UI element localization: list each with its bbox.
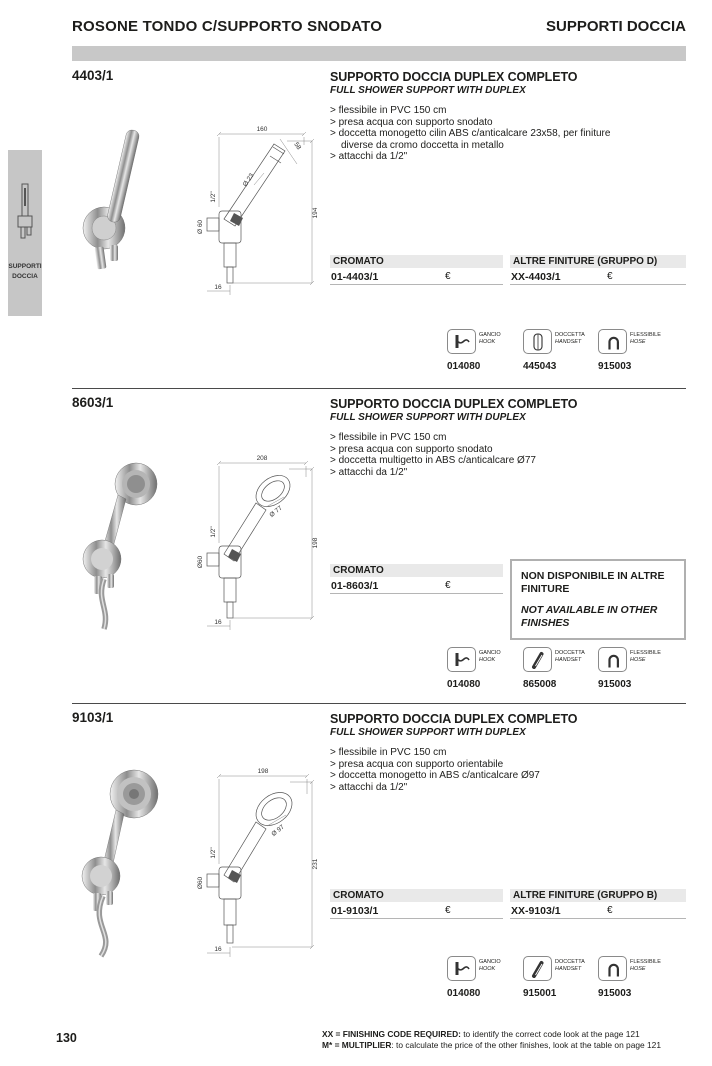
- product-section-9103: [72, 703, 686, 1039]
- price-block-cromato: [330, 564, 503, 594]
- product-photo: [83, 463, 157, 629]
- feature-item: > presa acqua con supporto snodato: [330, 443, 493, 455]
- feature-item: > attacchi da 1/2": [330, 781, 408, 793]
- product-section-4403: [72, 68, 686, 388]
- handset-icon: [528, 651, 548, 669]
- article-code: XX-4403/1: [511, 271, 561, 283]
- icon-frame: [523, 329, 552, 354]
- product-photo: [83, 129, 140, 270]
- hook-icon: [452, 651, 472, 669]
- hose-icon: [603, 651, 623, 669]
- accessory-label-it: FLESSIBILE: [630, 332, 661, 338]
- svg-text:Ø60: Ø60: [197, 555, 204, 569]
- accessory-code: 865008: [523, 679, 557, 690]
- feature-list: [330, 432, 686, 478]
- accessory-label-en: HOOK: [479, 656, 496, 663]
- price-row: [330, 902, 503, 919]
- icon-frame: [523, 956, 552, 981]
- accessory-code: 915001: [523, 988, 557, 999]
- feature-item: > flessibile in PVC 150 cm: [330, 432, 447, 443]
- svg-text:16: 16: [214, 619, 222, 626]
- accessory-hose: [598, 956, 672, 999]
- accessory-hose: [598, 329, 672, 372]
- svg-text:16: 16: [214, 946, 222, 953]
- technical-drawing: [74, 123, 324, 308]
- dimension-drawing: [197, 768, 319, 957]
- product-subtitle: FULL SHOWER SUPPORT WITH DUPLEX: [330, 412, 526, 423]
- product-code: 4403/1: [72, 68, 114, 83]
- article-code: 01-4403/1: [331, 271, 379, 283]
- dimension-drawing: [197, 126, 319, 295]
- svg-text:1/2": 1/2": [210, 191, 217, 203]
- accessory-code: 915003: [598, 361, 632, 372]
- svg-text:208: 208: [256, 455, 268, 462]
- accessory-hook: [447, 956, 521, 999]
- icon-frame: [447, 647, 476, 672]
- svg-text:1/2": 1/2": [210, 526, 217, 538]
- technical-drawing: [74, 451, 324, 641]
- accessory-label-en: HOOK: [479, 965, 496, 972]
- feature-item: > attacchi da 1/2": [330, 151, 408, 162]
- accessory-label-en: HOSE: [630, 965, 646, 972]
- page-number: 130: [56, 1031, 77, 1045]
- price-header: ALTRE FINITURE (GRUPPO D): [510, 255, 686, 268]
- accessory-code: 915003: [598, 988, 632, 999]
- accessory-code: 445043: [523, 361, 557, 372]
- icon-frame: [523, 647, 552, 672]
- price-block-altre-finiture: [510, 255, 686, 285]
- feature-item: > doccetta monogetto in ABS c/anticalcare Ø97: [330, 770, 540, 781]
- accessory-code: 915003: [598, 679, 632, 690]
- accessory-label-it: DOCCETTA: [555, 959, 585, 965]
- product-info: [330, 712, 686, 793]
- svg-text:231: 231: [312, 858, 319, 870]
- hook-icon: [452, 333, 472, 351]
- price-row: [510, 902, 686, 919]
- feature-item: > presa acqua con supporto snodato: [330, 116, 493, 128]
- feature-item: > attacchi da 1/2": [330, 466, 408, 478]
- product-info: [330, 397, 686, 478]
- currency-symbol: €: [607, 905, 613, 916]
- accessory-label-en: HANDSET: [555, 338, 582, 345]
- price-row: [330, 577, 503, 594]
- product-code: 9103/1: [72, 710, 114, 725]
- svg-text:Ø 23: Ø 23: [241, 172, 256, 188]
- product-title: SUPPORTO DOCCIA DUPLEX COMPLETO: [330, 397, 578, 411]
- currency-symbol: €: [445, 905, 451, 916]
- price-row: [330, 268, 503, 285]
- feature-item: > flessibile in PVC 150 cm: [330, 105, 447, 116]
- page-title: ROSONE TONDO C/SUPPORTO SNODATO: [72, 18, 383, 35]
- price-header: CROMATO: [330, 255, 503, 268]
- footer-notes: [322, 1029, 704, 1051]
- svg-text:Ø60: Ø60: [197, 876, 204, 890]
- feature-item: > flessibile in PVC 150 cm: [330, 747, 447, 758]
- not-available-en: NOT AVAILABLE IN OTHER FINISHES: [521, 604, 658, 629]
- accessory-label-it: DOCCETTA: [555, 650, 585, 656]
- handset-tab-icon: [12, 182, 38, 246]
- accessory-code: 014080: [447, 361, 481, 372]
- accessory-code: 014080: [447, 988, 481, 999]
- accessory-label-it: GANCIO: [479, 959, 501, 965]
- accessory-label-en: HOOK: [479, 338, 496, 345]
- handset-icon: [528, 960, 548, 978]
- currency-symbol: €: [607, 271, 613, 282]
- currency-symbol: €: [445, 580, 451, 591]
- price-block-cromato: [330, 889, 503, 919]
- accessory-label-it: FLESSIBILE: [630, 959, 661, 965]
- svg-text:Ø 77: Ø 77: [268, 504, 284, 519]
- accessory-hook: [447, 329, 521, 372]
- not-available-it: NON DISPONIBILE IN ALTRE FINITURE: [521, 570, 665, 595]
- product-code: 8603/1: [72, 395, 114, 410]
- icon-frame: [598, 647, 627, 672]
- article-code: XX-9103/1: [511, 905, 561, 917]
- article-code: 01-9103/1: [331, 905, 379, 917]
- product-title: SUPPORTO DOCCIA DUPLEX COMPLETO: [330, 70, 578, 84]
- svg-text:160: 160: [256, 126, 268, 133]
- svg-text:198: 198: [257, 768, 269, 775]
- icon-frame: [598, 329, 627, 354]
- icon-frame: [447, 956, 476, 981]
- product-subtitle: FULL SHOWER SUPPORT WITH DUPLEX: [330, 85, 526, 96]
- accessory-label-it: FLESSIBILE: [630, 650, 661, 656]
- accessory-label-it: GANCIO: [479, 650, 501, 656]
- product-photo: [82, 770, 158, 956]
- price-header: CROMATO: [330, 564, 503, 577]
- svg-text:58: 58: [292, 141, 303, 152]
- feature-item: > doccetta monogetto cilin ABS c/anticalcare 23x58, per finiture: [330, 128, 611, 139]
- hose-icon: [603, 960, 623, 978]
- svg-text:Ø 97: Ø 97: [270, 823, 286, 838]
- svg-text:Ø 60: Ø 60: [197, 219, 204, 235]
- currency-symbol: €: [445, 271, 451, 282]
- technical-drawing: [74, 764, 324, 964]
- accessory-label-en: HOSE: [630, 338, 646, 345]
- product-info: [330, 70, 686, 163]
- footer-note-multiplier: M* = MULTIPLIER: to calculate the price of the other finishes, look at the table on page 121: [322, 1040, 661, 1050]
- product-section-8603: [72, 388, 686, 704]
- feature-item: > presa acqua con supporto orientabile: [330, 758, 504, 770]
- dimension-drawing: [197, 455, 319, 630]
- feature-item: > doccetta multigetto in ABS c/anticalcare Ø77: [330, 455, 536, 466]
- header-bar: [72, 46, 686, 61]
- price-header: ALTRE FINITURE (GRUPPO B): [510, 889, 686, 902]
- price-block-altre-finiture: [510, 889, 686, 919]
- accessory-label-en: HANDSET: [555, 965, 582, 972]
- accessory-code: 014080: [447, 679, 481, 690]
- svg-text:198: 198: [312, 537, 319, 549]
- accessory-handset: [523, 956, 597, 999]
- product-subtitle: FULL SHOWER SUPPORT WITH DUPLEX: [330, 727, 526, 738]
- feature-list: [330, 747, 686, 793]
- article-code: 01-8603/1: [331, 580, 379, 592]
- svg-text:16: 16: [214, 284, 222, 291]
- accessory-handset: [523, 647, 597, 690]
- icon-frame: [598, 956, 627, 981]
- price-block-cromato: [330, 255, 503, 285]
- accessory-label-it: DOCCETTA: [555, 332, 585, 338]
- icon-frame: [447, 329, 476, 354]
- accessory-hook: [447, 647, 521, 690]
- accessory-handset: [523, 329, 597, 372]
- section-title: SUPPORTI DOCCIA: [545, 18, 686, 35]
- product-title: SUPPORTO DOCCIA DUPLEX COMPLETO: [330, 712, 578, 726]
- svg-text:194: 194: [312, 207, 319, 219]
- hose-icon: [603, 333, 623, 351]
- accessory-label-en: HOSE: [630, 656, 646, 663]
- footer-note-xx: XX = FINISHING CODE REQUIRED: to identify the correct code look at the page 121: [322, 1029, 640, 1039]
- price-row: [510, 268, 686, 285]
- price-header: CROMATO: [330, 889, 503, 902]
- feature-list: [330, 105, 686, 163]
- accessory-label-it: GANCIO: [479, 332, 501, 338]
- hook-icon: [452, 960, 472, 978]
- feature-item: diverse da cromo doccetta in metallo: [341, 139, 504, 151]
- handset-icon: [528, 333, 548, 351]
- accessory-hose: [598, 647, 672, 690]
- not-available-note: [510, 559, 686, 640]
- accessory-label-en: HANDSET: [555, 656, 582, 663]
- sidebar-tab-supporti-doccia: [8, 150, 42, 316]
- svg-text:1/2": 1/2": [210, 847, 217, 859]
- tab-label: SUPPORTI DOCCIA: [8, 263, 42, 280]
